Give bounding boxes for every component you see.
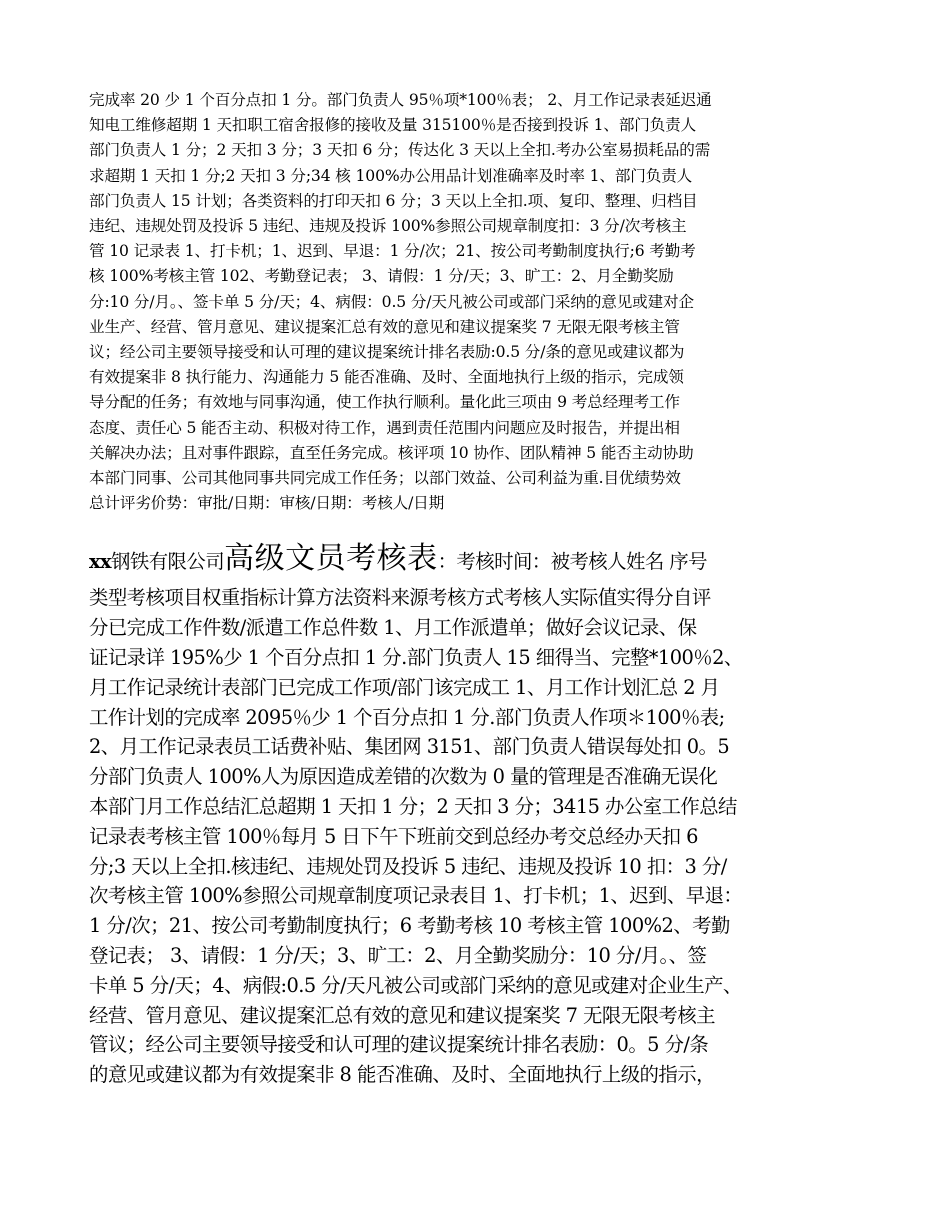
text-line: 部门负责人 15 计划；各类资料的打印天扣 6 分；3 天以上全扣.项、复印、整理、归档目 bbox=[89, 191, 698, 210]
document-title: 高级文员考核表 bbox=[224, 541, 438, 577]
heading-line bbox=[89, 538, 862, 583]
company-name-text: 钢铁有限公司 bbox=[111, 550, 225, 574]
text-line: 记录表考核主管 100％每月 5 日下午下班前交到总经办考交总经办天扣 6 bbox=[89, 824, 698, 848]
text-line: 知电工维修超期 1 天扣职工宿舍报修的接收及量 315100％是否接到投诉 1、部门负责人 bbox=[89, 116, 697, 135]
assessment-text-section-2 bbox=[89, 538, 862, 1090]
text-line: 卡单 5 分/天；4、病假:0.5 分/天凡被公司或部门采纳的意见或建对企业生产、 bbox=[89, 973, 742, 997]
text-line: 违纪、违规处罚及投诉 5 违纪、违规及投诉 100%参照公司规章制度扣：3 分/次考核主 bbox=[89, 217, 687, 236]
text-line: 完成率 20 少 1 个百分点扣 1 分。部门负责人 95％项*100％表； 2、月工作记录表延迟通 bbox=[89, 91, 712, 109]
text-line: 证记录详 195%少 1 个百分点扣 1 分.部门负责人 15 细得当、完整*100％2、 bbox=[89, 646, 743, 670]
text-line: 分;3 天以上全扣.核违纪、违规处罚及投诉 5 违纪、违规及投诉 10 扣：3 分/ bbox=[89, 854, 727, 878]
text-line: 本部门同事、公司其他同事共同完成工作任务；以部门效益、公司利益为重.目优绩势效 bbox=[89, 469, 681, 488]
text-line: 类型考核项目权重指标计算方法资料来源考核方式考核人实际值实得分自评 bbox=[89, 586, 711, 610]
text-line: 1 分/次；21、按公司考勤制度执行；6 考勤考核 10 考核主管 100%2、考勤 bbox=[89, 914, 730, 938]
text-line: 核 100%考核主管 102、考勤登记表； 3、请假：1 分/天；3、旷工：2、月全勤奖励 bbox=[89, 267, 674, 286]
text-line: 总计评劣价势：审批/日期：审核/日期：考核人/日期 bbox=[89, 494, 445, 513]
text-line: 管 10 记录表 1、打卡机；1、迟到、早退：1 分/次；21、按公司考勤制度执行;6 考勤考 bbox=[89, 242, 696, 261]
text-line: 有效提案非 8 执行能力、沟通能力 5 能否准确、及时、全面地执行上级的指示，完成领 bbox=[89, 368, 684, 387]
text-line: 2、月工作记录表员工话费补贴、集团网 3151、部门负责人错误每处扣 0。5 bbox=[89, 735, 730, 759]
assessment-text-section-1 bbox=[89, 88, 862, 516]
company-prefix: xx bbox=[89, 550, 112, 574]
text-line: 管议；经公司主要领导接受和认可理的建议提案统计排名表励：0。5 分/条 bbox=[89, 1033, 709, 1057]
text-line: 分部门负责人 100%人为原因造成差错的次数为 0 量的管理是否准确无误化 bbox=[89, 765, 718, 789]
text-line: 业生产、经营、管月意见、建议提案汇总有效的意见和建议提案奖 7 无限无限考核主管 bbox=[89, 317, 680, 336]
company-name bbox=[89, 550, 224, 573]
text-line: 的意见或建议都为有效提案非 8 能否准确、及时、全面地执行上级的指示， bbox=[89, 1063, 715, 1087]
text-line: 月工作记录统计表部门已完成工作项/部门该完成工 1、月工作计划汇总 2 月 bbox=[89, 675, 720, 699]
text-line: 登记表； 3、请假：1 分/天；3、旷工：2、月全勤奖励分：10 分/月。、签 bbox=[89, 944, 707, 968]
text-line: 分已完成工作件数/派遣工作总件数 1、月工作派遣单；做好会议记录、保 bbox=[89, 616, 697, 640]
text-line: 关解决办法；且对事件跟踪，直至任务完成。核评项 10 协作、团队精神 5 能否主动协助 bbox=[89, 443, 694, 462]
text-line: 部门负责人 1 分；2 天扣 3 分；3 天扣 6 分；传达化 3 天以上全扣.考办公室易损耗品的需 bbox=[89, 141, 711, 160]
text-line: 态度、责任心 5 能否主动、积极对待工作，遇到责任范围内问题应及时报告，并提出相 bbox=[89, 418, 680, 437]
text-line: 分:10 分/月。、签卡单 5 分/天；4、病假：0.5 分/天凡被公司或部门采纳的意见或建对企 bbox=[89, 292, 694, 311]
text-line: 导分配的任务；有效地与同事沟通，使工作执行顺利。量化此三项由 9 考总经理考工作 bbox=[89, 393, 680, 412]
heading-rest: ：考核时间：被考核人姓名 序号 bbox=[437, 550, 707, 574]
text-line: 求超期 1 天扣 1 分;2 天扣 3 分;34 核 100%办公用品计划准确率及时率 1、部门负责人 bbox=[89, 166, 693, 185]
text-line: 次考核主管 100%参照公司规章制度项记录表目 1、打卡机；1、迟到、早退： bbox=[89, 884, 743, 908]
text-line: 本部门月工作总结汇总超期 1 天扣 1 分；2 天扣 3 分；3415 办公室工作总结 bbox=[89, 795, 737, 819]
text-line: 议；经公司主要领导接受和认可理的建议提案统计排名表励:0.5 分/条的意见或建议都为 bbox=[89, 343, 685, 362]
text-line: 工作计划的完成率 2095％少 1 个百分点扣 1 分.部门负责人作项＊100％表; bbox=[89, 705, 725, 729]
text-line: 经营、管月意见、建议提案汇总有效的意见和建议提案奖 7 无限无限考核主 bbox=[89, 1003, 715, 1027]
